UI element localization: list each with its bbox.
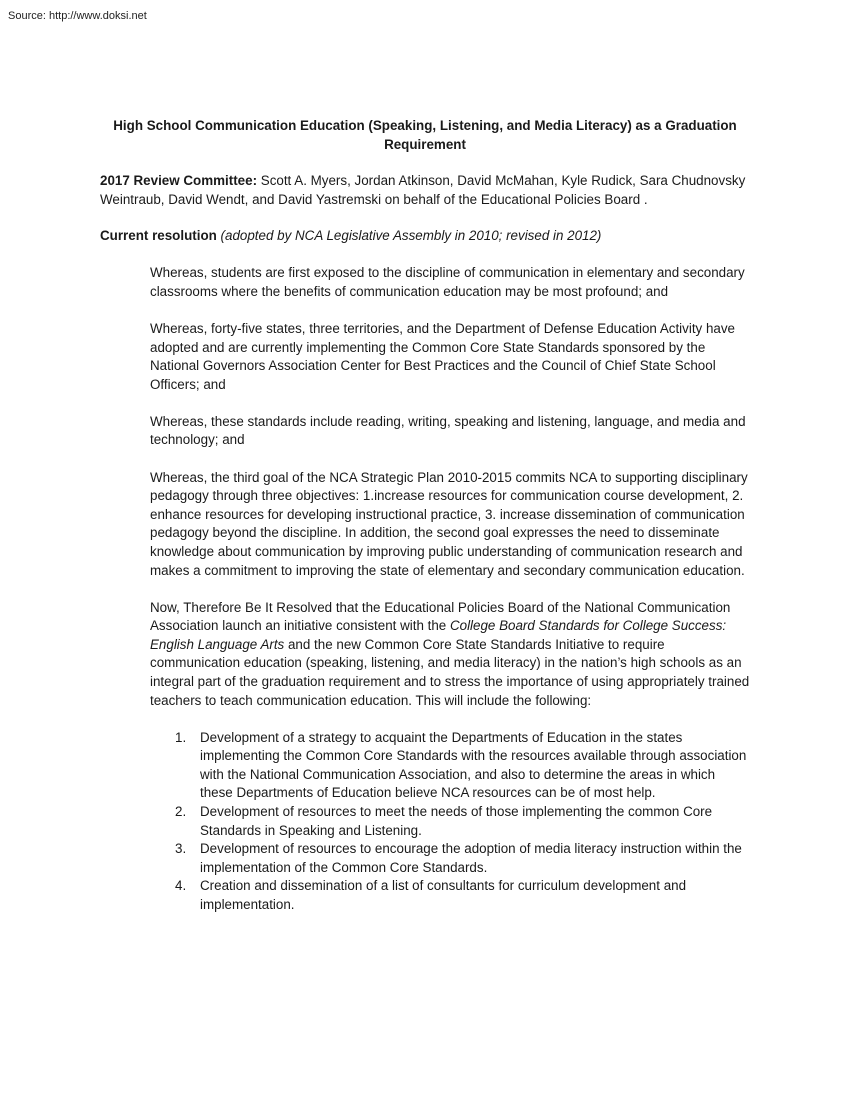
resolved-text-2: and the new Common Core State Standards Initiative to require communication education (speaking, listening, and media literacy) in the nation’s high schools as an integral part of the graduation requirement and to stress the importance of using appropriately trained teachers to teach communication education. This will include the following:	[150, 636, 750, 708]
committee-text: Scott A. Myers, Jordan Atkinson, David McMahan, Kyle Rudick, Sara Chudnovsky Weintraub, David Wendt, and David Yastremski on behalf of the Educational Policies Board .	[100, 173, 746, 207]
list-item-text: Development of a strategy to acquaint the Departments of Education in the states implementing the Common Core Standards with the resources available through association with the National Communication Association, and also to determine the areas in which these Departments of Education believe NCA resources can be of most help.	[200, 729, 747, 801]
whereas-paragraph: Whereas, these standards include reading, writing, speaking and listening, language, and media and technology; and	[150, 413, 746, 448]
list-item-text: Development of resources to encourage the adoption of media literacy instruction within the implementation of the Common Core Standards.	[200, 841, 742, 875]
resolved-italic-title: College Board Standards for College Success: English Language Arts	[150, 618, 727, 652]
list-item-number: 3.	[175, 841, 187, 857]
whereas-paragraph: Whereas, the third goal of the NCA Strategic Plan 2010-2015 commits NCA to supporting disciplinary pedagogy through three objectives: 1.increase resources for communication course development, 2. enhance resources for developing instructional practice, 3. increase dissemination of communication pedagogy beyond the discipline. In addition, the second goal expresses the need to disseminate knowledge about communication by improving public understanding of communication research and makes a commitment to improving the state of elementary and secondary communication education.	[150, 469, 748, 578]
document-title	[100, 116, 750, 154]
initiative-list	[100, 729, 750, 915]
list-item	[100, 803, 750, 840]
list-item-text: Development of resources to meet the needs of those implementing the common Core Standards in Speaking and Listening.	[200, 804, 713, 838]
current-resolution-label: Current resolution	[100, 228, 217, 244]
whereas-paragraph: Whereas, forty-five states, three territories, and the Department of Defense Education Activity have adopted and are currently implementing the Common Core State Standards sponsored by the National Governors Association Center for Best Practices and the Council of Chief State School Officers; and	[150, 320, 736, 392]
list-item-number: 4.	[175, 878, 187, 894]
whereas-paragraph: Whereas, students are first exposed to the discipline of communication in elementary and secondary classrooms where the benefits of communication education may be most profound; and	[150, 265, 745, 299]
title-line-2: Requirement	[384, 137, 466, 152]
list-item-number: 2.	[175, 804, 187, 820]
current-resolution-note: (adopted by NCA Legislative Assembly in 2010; revised in 2012)	[216, 228, 602, 244]
resolved-paragraph	[150, 599, 750, 711]
committee-paragraph	[100, 172, 750, 209]
list-item	[100, 840, 750, 877]
resolved-text-1: Now, Therefore Be It Resolved that the Educational Policies Board of the National Communication Association launch an initiative consistent with the	[150, 599, 731, 634]
source-url: Source: http://www.doksi.net	[8, 10, 147, 22]
list-item-text: Creation and dissemination of a list of consultants for curriculum development and implementation.	[200, 878, 687, 912]
resolution-body	[150, 264, 750, 710]
current-resolution-heading	[100, 227, 750, 246]
list-item	[100, 877, 750, 914]
list-item	[100, 729, 750, 803]
committee-label: 2017 Review Committee:	[100, 173, 258, 188]
list-item-number: 1.	[175, 729, 187, 745]
document-page	[100, 116, 750, 915]
title-line-1: High School Communication Education (Speaking, Listening, and Media Literacy) as a Graduation	[113, 118, 737, 133]
